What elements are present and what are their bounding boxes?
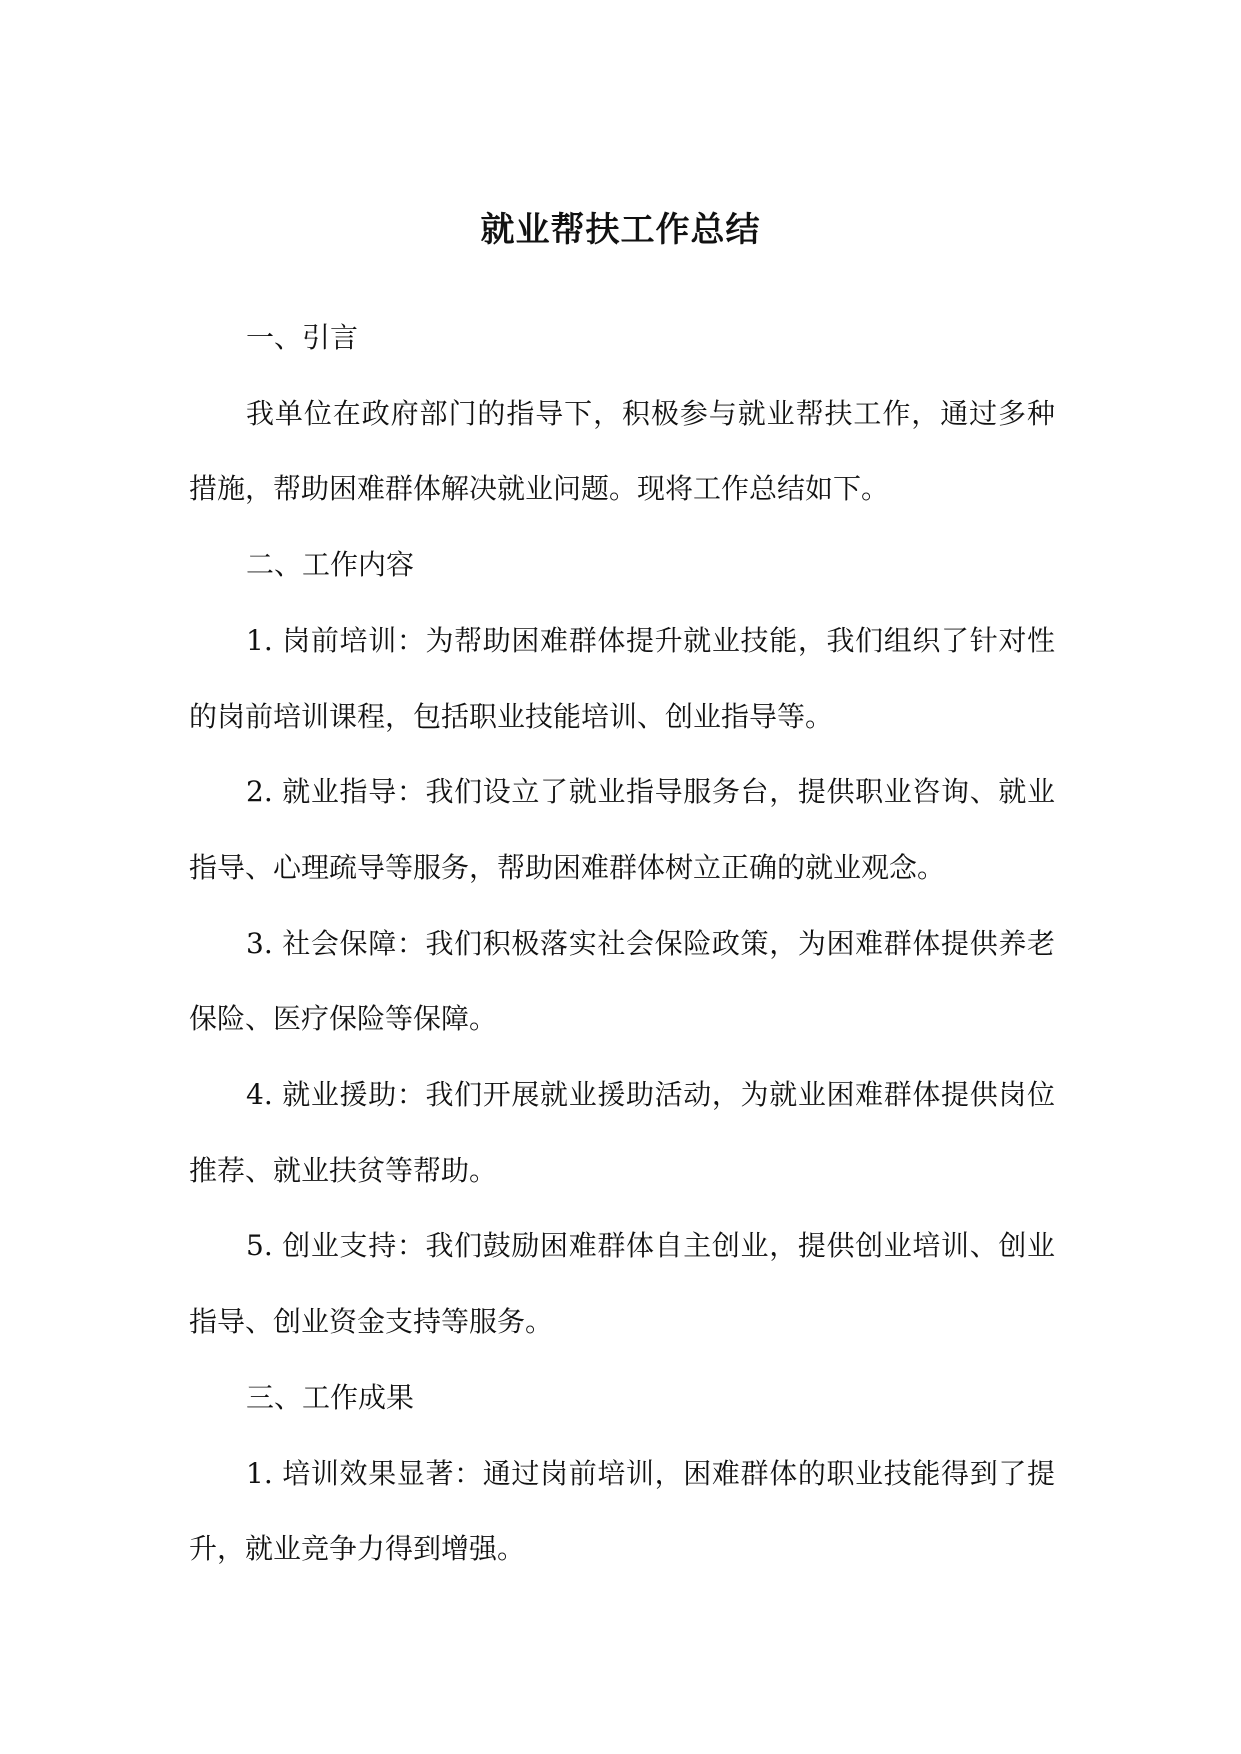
section-heading-introduction: 一、引言 [246,321,359,354]
section-heading-results: 三、工作成果 [246,1380,415,1414]
document-title: 就业帮扶工作总结 [480,209,761,250]
document-body [189,300,1055,1587]
list-item-entrepreneurship: 5. 创业支持：我们鼓励困难群体自主创业，提供创业培训、创业指导、创业资金支持等服务。 [189,1229,1055,1339]
list-item-employment-aid: 4. 就业援助：我们开展就业援助活动，为就业困难群体提供岗位推荐、就业扶贫等帮助。 [189,1078,1055,1187]
list-item-training-results: 1. 培训效果显著：通过岗前培训，困难群体的职业技能得到了提升，就业竞争力得到增强。 [189,1456,1055,1566]
paragraph-introduction: 我单位在政府部门的指导下，积极参与就业帮扶工作，通过多种措施，帮助困难群体解决就业问题。现将工作总结如下。 [189,396,1055,506]
list-item-social-security: 3. 社会保障：我们积极落实社会保险政策，为困难群体提供养老保险、医疗保险等保障。 [189,926,1055,1036]
list-item-guidance: 2. 就业指导：我们设立了就业指导服务台，提供职业咨询、就业指导、心理疏导等服务，帮助困难群体树立正确的就业观念。 [189,775,1055,884]
section-heading-work-content: 二、工作内容 [246,548,415,582]
list-item-training: 1. 岗前培训：为帮助困难群体提升就业技能，我们组织了针对性的岗前培训课程，包括职业技能培训、创业指导等。 [189,623,1055,733]
